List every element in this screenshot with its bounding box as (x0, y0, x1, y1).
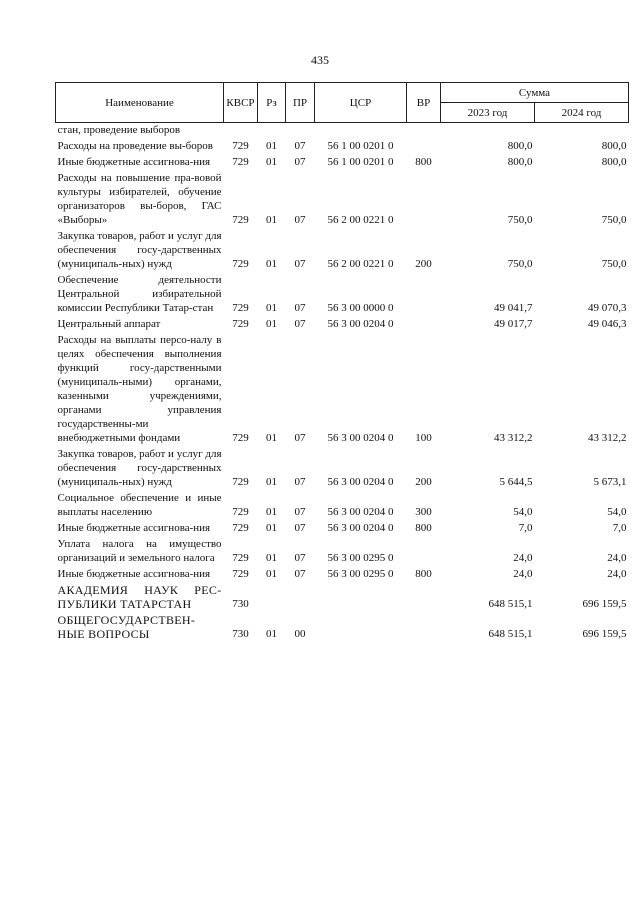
cell-rz: 01 (266, 302, 277, 314)
cell-kvsr: 729 (232, 506, 249, 518)
header-rz: Рз (258, 83, 286, 123)
cell-vr: 100 (415, 432, 432, 444)
table-row (56, 445, 629, 489)
cell-csr: 56 2 00 0221 0 (327, 214, 394, 226)
cell-name: Иные бюджетные ассигнова-ния (57, 156, 211, 168)
cell-pr: 00 (294, 628, 306, 640)
table-row (56, 535, 629, 565)
cell-vr (407, 169, 441, 227)
table-row (56, 227, 629, 271)
header-csr: ЦСР (315, 83, 407, 123)
cell-name: Социальное обеспечение и иные выплаты населению (57, 492, 222, 518)
cell-kvsr: 729 (232, 214, 249, 226)
cell-pr: 07 (294, 214, 306, 226)
cell-csr: 56 1 00 0201 0 (327, 156, 394, 168)
cell-rz: 01 (266, 432, 277, 444)
cell-2023: 750,0 (507, 258, 533, 270)
cell-vr: 800 (415, 156, 432, 168)
cell-2024: 54,0 (607, 506, 627, 518)
cell-kvsr: 729 (232, 552, 249, 564)
header-year-2024: 2024 год (535, 103, 629, 123)
cell-name: Расходы на проведение вы-боров (57, 140, 213, 152)
cell-2024: 43 312,2 (588, 432, 627, 444)
cell-2024: 696 159,5 (582, 598, 627, 610)
table-row (56, 611, 629, 641)
cell-rz: 01 (266, 214, 277, 226)
cell-vr (407, 611, 441, 641)
cell-kvsr: 729 (232, 432, 249, 444)
cell-kvsr (224, 123, 258, 138)
cell-2023: 24,0 (513, 552, 533, 564)
table-row (56, 153, 629, 169)
cell-rz: 01 (266, 140, 277, 152)
cell-csr: 56 3 00 0204 0 (327, 522, 394, 534)
cell-2024 (535, 123, 629, 138)
table-row (56, 123, 629, 138)
cell-2023: 648 515,1 (488, 628, 533, 640)
cell-kvsr: 729 (232, 302, 249, 314)
cell-pr (286, 581, 315, 611)
cell-2024: 800,0 (601, 140, 627, 152)
table-row (56, 519, 629, 535)
cell-2023: 49 017,7 (494, 318, 533, 330)
table-header (56, 83, 629, 123)
cell-2024: 49 070,3 (588, 302, 627, 314)
cell-2023: 800,0 (507, 140, 533, 152)
cell-2023: 24,0 (513, 568, 533, 580)
header-sum: Сумма (441, 83, 629, 103)
cell-pr: 07 (294, 552, 306, 564)
cell-kvsr: 730 (232, 598, 249, 610)
cell-2024: 800,0 (601, 156, 627, 168)
cell-vr (407, 123, 441, 138)
table-body (56, 123, 629, 642)
cell-name: Закупка товаров, работ и услуг для обеспечения госу-дарственных (муниципаль-ных) нужд (57, 230, 222, 270)
cell-2023: 49 041,7 (494, 302, 533, 314)
cell-csr: 56 3 00 0000 0 (327, 302, 394, 314)
cell-name: АКАДЕМИЯ НАУК РЕС-ПУБЛИКИ ТАТАРСТАН (57, 583, 222, 611)
header-name: Наименование (56, 83, 224, 123)
cell-name: стан, проведение выборов (57, 124, 181, 136)
table-row (56, 315, 629, 331)
cell-pr: 07 (294, 318, 306, 330)
cell-2024: 24,0 (607, 552, 627, 564)
header-pr: ПР (286, 83, 315, 123)
cell-2023: 800,0 (507, 156, 533, 168)
cell-kvsr: 729 (232, 568, 249, 580)
cell-vr: 200 (415, 258, 432, 270)
cell-name: Уплата налога на имущество организаций и земельного налога (57, 538, 222, 564)
table-row (56, 581, 629, 611)
cell-pr (286, 123, 315, 138)
table-row (56, 137, 629, 153)
header-year-2023: 2023 год (441, 103, 535, 123)
table-row (56, 565, 629, 581)
cell-vr (407, 315, 441, 331)
cell-csr: 56 3 00 0204 0 (327, 318, 394, 330)
cell-2024: 750,0 (601, 258, 627, 270)
cell-name: Центральный аппарат (57, 318, 161, 330)
cell-2023: 43 312,2 (494, 432, 533, 444)
cell-2023: 7,0 (518, 522, 533, 534)
cell-2024: 750,0 (601, 214, 627, 226)
cell-rz: 01 (266, 476, 277, 488)
cell-pr: 07 (294, 258, 306, 270)
table-row (56, 331, 629, 445)
cell-2023: 648 515,1 (488, 598, 533, 610)
cell-csr: 56 3 00 0204 0 (327, 476, 394, 488)
cell-pr: 07 (294, 522, 306, 534)
cell-rz: 01 (266, 156, 277, 168)
cell-2023: 750,0 (507, 214, 533, 226)
header-kvsr: КВСР (224, 83, 258, 123)
cell-kvsr: 729 (232, 140, 249, 152)
cell-rz (258, 123, 286, 138)
cell-2024: 7,0 (612, 522, 627, 534)
cell-pr: 07 (294, 140, 306, 152)
cell-name: Иные бюджетные ассигнова-ния (57, 568, 211, 580)
budget-table (55, 82, 629, 641)
cell-vr (407, 581, 441, 611)
cell-name: Закупка товаров, работ и услуг для обеспечения госу-дарственных (муниципаль-ных) нужд (57, 448, 222, 488)
cell-vr: 800 (415, 522, 432, 534)
cell-pr: 07 (294, 156, 306, 168)
cell-csr (315, 581, 407, 611)
cell-vr (407, 271, 441, 315)
cell-kvsr: 729 (232, 522, 249, 534)
cell-kvsr: 729 (232, 318, 249, 330)
cell-rz: 01 (266, 506, 277, 518)
cell-name: ОБЩЕГОСУДАРСТВЕН-НЫЕ ВОПРОСЫ (57, 613, 196, 641)
cell-rz: 01 (266, 318, 277, 330)
cell-pr: 07 (294, 476, 306, 488)
table-row (56, 489, 629, 519)
cell-csr: 56 3 00 0204 0 (327, 432, 394, 444)
cell-csr (315, 123, 407, 138)
cell-kvsr: 730 (232, 628, 249, 640)
cell-kvsr: 729 (232, 156, 249, 168)
cell-csr: 56 3 00 0204 0 (327, 506, 394, 518)
cell-name: Иные бюджетные ассигнова-ния (57, 522, 211, 534)
cell-csr: 56 2 00 0221 0 (327, 258, 394, 270)
header-vr: ВР (407, 83, 441, 123)
cell-rz: 01 (266, 552, 277, 564)
page-number: 435 (311, 53, 329, 67)
cell-pr: 07 (294, 568, 306, 580)
cell-vr: 300 (415, 506, 432, 518)
table-row (56, 271, 629, 315)
cell-name: Расходы на повышение пра-вовой культуры избирателей, обучение организаторов вы-боров, ГАС «Выборы» (57, 172, 222, 226)
cell-rz: 01 (266, 258, 277, 270)
cell-vr (407, 535, 441, 565)
cell-vr: 200 (415, 476, 432, 488)
cell-rz: 01 (266, 522, 277, 534)
cell-csr (315, 611, 407, 641)
cell-2024: 49 046,3 (588, 318, 627, 330)
table-row (56, 169, 629, 227)
cell-csr: 56 3 00 0295 0 (327, 568, 394, 580)
cell-pr: 07 (294, 432, 306, 444)
cell-2024: 5 673,1 (593, 476, 627, 488)
cell-vr (407, 137, 441, 153)
cell-2023 (441, 123, 535, 138)
cell-pr: 07 (294, 506, 306, 518)
cell-2023: 5 644,5 (499, 476, 533, 488)
cell-rz (258, 581, 286, 611)
cell-rz: 01 (266, 568, 277, 580)
cell-2024: 24,0 (607, 568, 627, 580)
cell-csr: 56 1 00 0201 0 (327, 140, 394, 152)
cell-kvsr: 729 (232, 476, 249, 488)
cell-csr: 56 3 00 0295 0 (327, 552, 394, 564)
cell-name: Обеспечение деятельности Центральной избирательной комиссии Республики Татар-стан (57, 274, 222, 314)
cell-name: Расходы на выплаты персо-налу в целях обеспечения выполнения функций госу-дарственными (муниципаль-ными) органами, казенными учреждениями, органами управления государственны-ми внебюджетными фондами (57, 334, 222, 444)
cell-pr: 07 (294, 302, 306, 314)
cell-kvsr: 729 (232, 258, 249, 270)
cell-2024: 696 159,5 (582, 628, 627, 640)
cell-rz: 01 (266, 628, 277, 640)
cell-vr: 800 (415, 568, 432, 580)
cell-2023: 54,0 (513, 506, 533, 518)
